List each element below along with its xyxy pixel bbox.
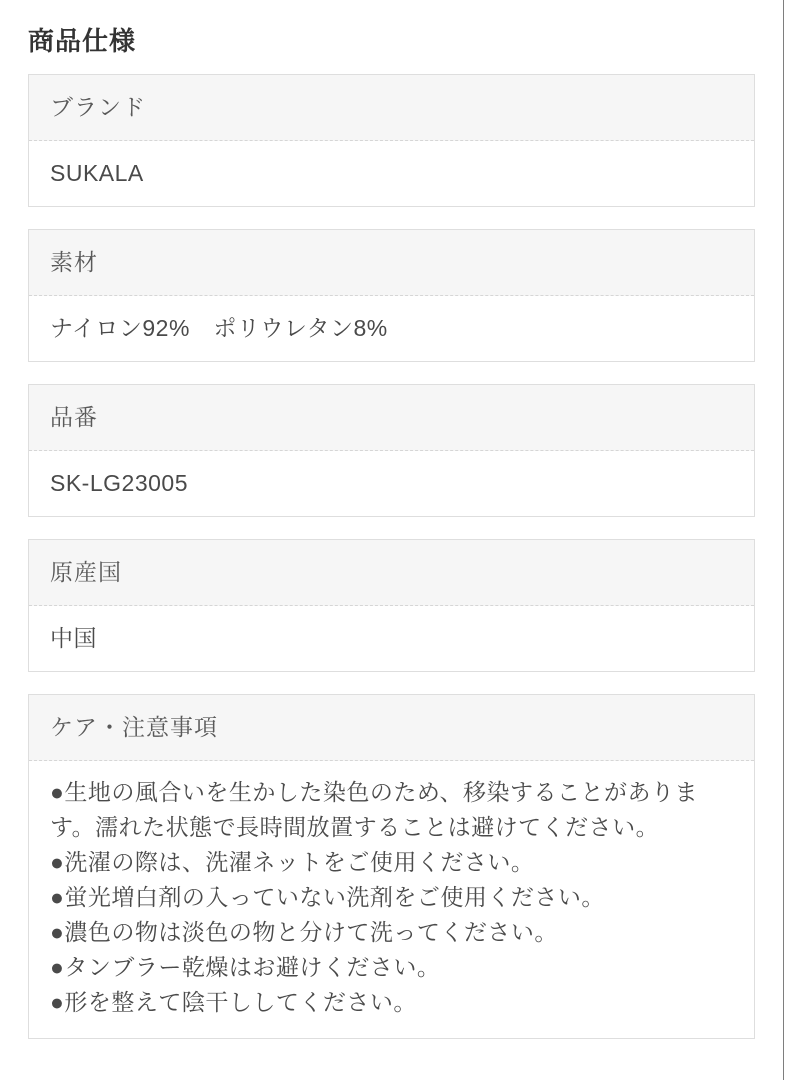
spec-section-item-number — [28, 384, 755, 517]
page-title: 商品仕様 — [28, 26, 137, 56]
spec-value-item-number: SK-LG23005 — [29, 451, 754, 516]
spec-value-brand: SUKALA — [29, 141, 754, 206]
spec-table — [28, 74, 755, 1061]
page-edge-line — [783, 0, 785, 1080]
spec-value-material: ナイロン92% ポリウレタン8% — [29, 296, 754, 361]
spec-value-care-notes — [29, 761, 754, 1038]
spec-section-origin-country — [28, 539, 755, 672]
care-note-line: ●生地の風合いを生かした染色のため、移染することがあります。濡れた状態で長時間放置することは避けてください。 — [50, 779, 698, 840]
spec-section-care-notes — [28, 694, 755, 1039]
care-note-line: ●濃色の物は淡色の物と分けて洗ってください。 — [50, 919, 558, 945]
spec-label-material: 素材 — [29, 230, 754, 296]
care-note-line: ●洗濯の際は、洗濯ネットをご使用ください。 — [50, 849, 535, 875]
spec-label-item-number: 品番 — [29, 385, 754, 451]
spec-label-care-notes: ケア・注意事項 — [29, 695, 754, 761]
care-note-line: ●蛍光増白剤の入っていない洗剤をご使用ください。 — [50, 884, 605, 910]
spec-label-brand: ブランド — [29, 75, 754, 141]
spec-section-brand — [28, 74, 755, 207]
care-note-line: ●形を整えて陰干ししてください。 — [50, 989, 417, 1015]
spec-value-origin-country: 中国 — [29, 606, 754, 671]
care-note-line: ●タンブラー乾燥はお避けください。 — [50, 954, 441, 980]
spec-label-origin-country: 原産国 — [29, 540, 754, 606]
spec-section-material — [28, 229, 755, 362]
